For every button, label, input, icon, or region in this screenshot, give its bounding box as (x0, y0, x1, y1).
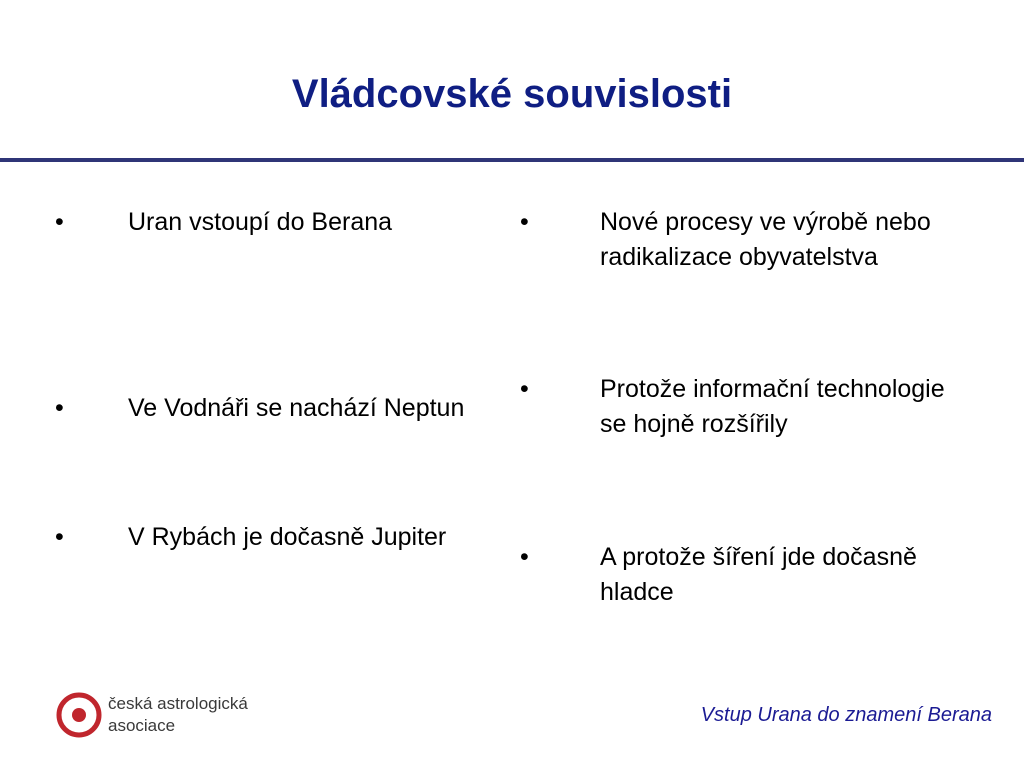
right-item-text: Protože informační technologie se hojně rozšířily (600, 375, 945, 438)
bullet-icon: • (520, 375, 529, 403)
left-item-text: V Rybách je dočasně Jupiter (128, 523, 447, 551)
bullet-icon: • (520, 208, 529, 236)
logo-line-2: asociace (108, 716, 176, 735)
bullet-icon: • (520, 543, 529, 571)
bullet-icon: • (55, 208, 64, 236)
circle-logo-icon (54, 690, 104, 740)
footer-caption: Vstup Urana do znamení Berana (700, 704, 992, 726)
title-divider (0, 158, 1024, 162)
left-item-text: Ve Vodnáři se nachází Neptun (128, 394, 465, 422)
right-item-text: Nové procesy ve výrobě nebo radikalizace obyvatelstva (600, 208, 931, 271)
bullet-icon: • (55, 394, 64, 422)
slide-title: Vládcovské souvislosti (291, 72, 733, 116)
left-item-text: Uran vstoupí do Berana (128, 208, 393, 236)
logo-text (108, 693, 308, 737)
logo-line-1: česká astrologická (108, 694, 248, 713)
logo (54, 690, 274, 742)
right-item-text: A protože šíření jde dočasně hladce (600, 543, 917, 606)
bullet-icon: • (55, 523, 64, 551)
